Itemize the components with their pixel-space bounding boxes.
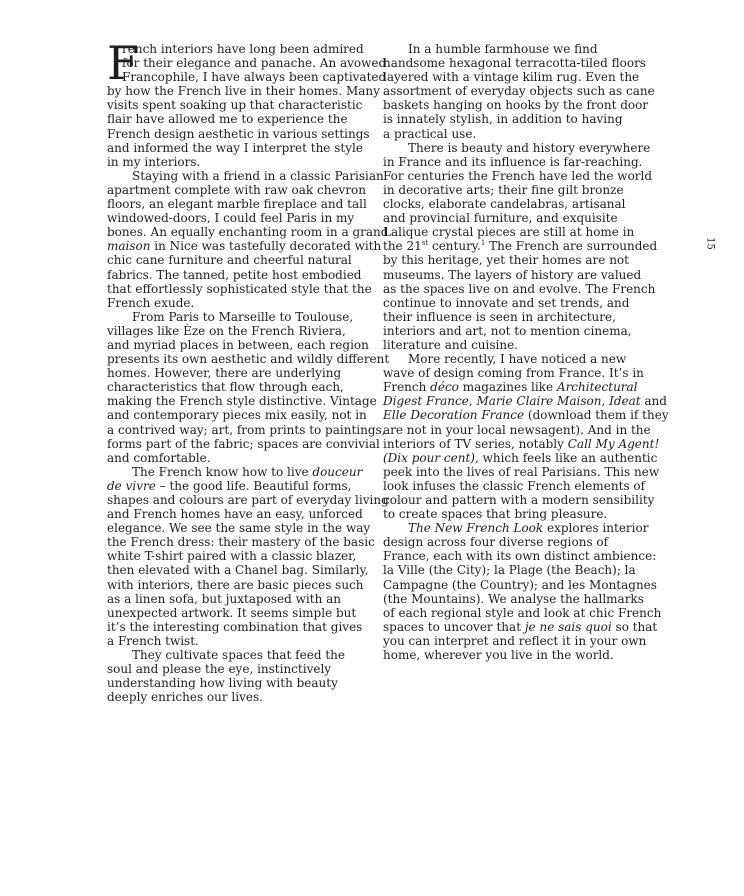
text-line: for their elegance and panache. An avowed <box>122 56 387 71</box>
italic-text: Ideat <box>609 394 641 409</box>
text-line: is innately stylish, in addition to having <box>383 112 623 127</box>
text-line: understanding how living with beauty <box>107 676 338 691</box>
text-line <box>383 619 658 634</box>
text-span: , <box>468 394 477 409</box>
text-line: to create spaces that bring pleasure. <box>383 507 608 522</box>
text-line <box>383 239 658 254</box>
text-line: visits spent soaking up that characteristic <box>107 98 363 113</box>
text-line: Staying with a friend in a classic Parisian <box>132 168 384 183</box>
text-line: then elevated with a Chanel bag. Similarly, <box>107 563 369 578</box>
text-span: , which feels like an authentic <box>474 450 658 465</box>
paragraph-intro <box>107 36 387 169</box>
text-line: Campagne (the Country); and les Montagnes <box>383 577 657 592</box>
text-span: French <box>383 380 431 395</box>
text-line: colour and pattern with a modern sensibility <box>383 493 655 507</box>
text-span: – the good life. Beautiful forms, <box>155 478 352 493</box>
text-line <box>383 380 638 394</box>
text-line: as a linen sofa, but juxtaposed with an <box>107 591 342 606</box>
text-line: clocks, elaborate candelabras, artisanal <box>383 197 626 212</box>
text-line: assortment of everyday objects such as cane <box>383 84 655 99</box>
text-line <box>107 239 382 254</box>
text-line: and contemporary pieces mix easily, not in <box>107 408 367 423</box>
text-line: in my interiors. <box>107 154 201 169</box>
text-line: elegance. We see the same style in the way <box>107 521 371 536</box>
text-span: interiors of TV series, notably <box>383 436 568 451</box>
italic-text: Call My Agent! <box>567 436 660 451</box>
italic-text: maison <box>107 239 151 254</box>
text-line: forms part of the fabric; spaces are convivial <box>107 436 380 451</box>
text-line: More recently, I have noticed a new <box>408 352 627 367</box>
text-line: rench interiors have long been admired <box>122 42 364 56</box>
text-line: unexpected artwork. It seems simple but <box>107 605 357 620</box>
paragraph <box>383 140 658 352</box>
text-line <box>383 450 658 465</box>
text-span: and <box>640 394 667 409</box>
italic-text: je ne sais quoi <box>524 619 612 634</box>
text-line: and comfortable. <box>107 450 211 465</box>
text-span: explores interior <box>543 521 649 536</box>
text-line: baskets hanging on hooks by the front door <box>383 98 649 113</box>
text-line: flair have allowed me to experience the <box>107 112 348 127</box>
text-line: design across four diverse regions of <box>383 535 609 550</box>
text-line: From Paris to Marseille to Toulouse, <box>132 309 354 324</box>
text-span: in Nice was tastefully decorated with <box>150 239 382 254</box>
text-line: Lalique crystal pieces are still at home in <box>383 225 635 240</box>
italic-text: de vivre <box>107 478 156 493</box>
text-line: France, each with its own distinct ambience: <box>383 549 657 564</box>
text-line <box>383 436 660 451</box>
italic-text: The New French Look <box>408 521 544 536</box>
text-line: peek into the lives of real Parisians. This new <box>383 464 660 479</box>
page-number: 15 <box>704 237 716 250</box>
text-line: with interiors, there are basic pieces such <box>107 577 364 592</box>
text-line: apartment complete with raw oak chevron <box>107 182 367 197</box>
text-line: a contrived way; art, from prints to paintings, <box>107 422 386 437</box>
paragraph <box>107 464 389 648</box>
text-line: They cultivate spaces that feed the <box>132 648 345 663</box>
text-line: and provincial furniture, and exquisite <box>383 211 618 226</box>
text-line: For centuries the French have led the world <box>383 168 653 183</box>
footnote-marker: 1 <box>480 239 486 248</box>
text-span: century. <box>428 239 481 254</box>
text-line: characteristics that flow through each, <box>107 380 344 395</box>
paragraph <box>107 309 390 465</box>
text-line: French design aesthetic in various settings <box>107 126 370 141</box>
text-line: There is beauty and history everywhere <box>408 140 651 155</box>
text-line: floors, an elegant marble fireplace and tall <box>107 197 367 212</box>
text-line: by how the French live in their homes. Many <box>107 84 380 99</box>
text-line: la Ville (the City); la Plage (the Beach); la <box>383 563 636 578</box>
text-line: In a humble farmhouse we find <box>408 42 598 56</box>
left-column <box>107 36 390 705</box>
text-line <box>107 479 365 493</box>
text-line: (the Mountains). We analyse the hallmarks <box>383 591 644 606</box>
text-line: literature and cuisine. <box>383 337 518 352</box>
paragraph <box>107 168 389 310</box>
text-span: The French know how to live <box>132 464 313 479</box>
text-line: continue to innovate and set trends, and <box>383 295 630 310</box>
paragraph <box>107 648 365 704</box>
text-span: the 21 <box>383 239 422 254</box>
text-line: and informed the way I interpret the style <box>107 140 363 155</box>
text-line: look infuses the classic French elements of <box>383 478 646 493</box>
text-line: a practical use. <box>383 126 477 141</box>
text-line: interiors and art, not to mention cinema, <box>383 323 632 338</box>
text-span: The French are surrounded <box>485 239 658 254</box>
text-line: homes. However, there are underlying <box>107 366 342 381</box>
text-line: in France and its influence is far-reaching. <box>383 154 643 169</box>
text-line: it’s the interesting combination that gives <box>107 619 363 634</box>
text-line: are not in your local newsagent). And in the <box>383 422 651 437</box>
text-line <box>107 465 365 479</box>
italic-text: Digest France <box>383 394 469 409</box>
text-line: by this heritage, yet their homes are not <box>383 253 629 268</box>
text-line: as the spaces live on and evolve. The French <box>383 281 656 296</box>
paragraph <box>383 42 655 141</box>
text-line: shapes and colours are part of everyday living <box>107 493 389 507</box>
text-line: soul and please the eye, instinctively <box>107 662 332 677</box>
text-line <box>383 394 667 409</box>
text-line: their influence is seen in architecture, <box>383 309 616 324</box>
text-line <box>383 408 669 423</box>
text-line: wave of design coming from France. It’s in <box>383 366 644 381</box>
text-line: villages like Èze on the French Riviera, <box>107 323 346 338</box>
text-line: in decorative arts; their fine gilt bronze <box>383 182 624 197</box>
italic-text: (Dix pour cent) <box>383 450 475 465</box>
paragraph <box>383 352 669 522</box>
text-line: windowed-doors, I could feel Paris in my <box>107 211 355 226</box>
text-line: handsome hexagonal terracotta-tiled floors <box>383 56 646 71</box>
text-line: that effortlessly sophisticated style that the <box>107 281 372 296</box>
text-line: home, wherever you live in the world. <box>383 648 614 663</box>
text-line: bones. An equally enchanting room in a grand <box>107 225 389 240</box>
italic-text: déco <box>430 380 459 395</box>
italic-text: Elle Decoration France <box>383 408 525 423</box>
text-line <box>383 521 649 536</box>
text-span: magazines like <box>458 380 557 395</box>
drop-cap: F <box>107 36 139 90</box>
text-line: the French dress: their mastery of the basic <box>107 535 375 550</box>
text-line: museums. The layers of history are valued <box>383 267 642 282</box>
text-line: presents its own aesthetic and wildly different <box>107 352 390 367</box>
italic-text: Architectural <box>556 380 638 395</box>
italic-text: douceur <box>312 464 363 479</box>
text-line: and French homes have an easy, unforced <box>107 507 363 522</box>
ordinal-suffix: st <box>421 239 429 248</box>
text-line: making the French style distinctive. Vintage <box>107 394 377 409</box>
text-line: layered with a vintage kilim rug. Even the <box>383 70 640 85</box>
text-line: white T-shirt paired with a classic blazer, <box>107 549 357 564</box>
text-line: deeply enriches our lives. <box>107 690 263 705</box>
text-line: you can interpret and reflect it in your own <box>383 633 647 648</box>
paragraph <box>383 521 662 663</box>
text-line: of each regional style and look at chic French <box>383 605 662 620</box>
text-span: (download them if they <box>524 408 669 423</box>
text-span: spaces to uncover that <box>383 619 525 634</box>
text-line: French exude. <box>107 295 195 310</box>
text-line: Francophile, I have always been captivated <box>122 70 387 85</box>
text-span: , <box>601 394 610 409</box>
text-line: a French twist. <box>107 633 199 648</box>
right-column <box>383 42 669 663</box>
text-line: fabrics. The tanned, petite host embodied <box>107 267 362 282</box>
italic-text: Marie Claire Maison <box>476 394 602 409</box>
text-line: and myriad places in between, each region <box>107 337 369 352</box>
text-line: chic cane furniture and cheerful natural <box>107 253 352 268</box>
text-span: so that <box>611 619 658 634</box>
